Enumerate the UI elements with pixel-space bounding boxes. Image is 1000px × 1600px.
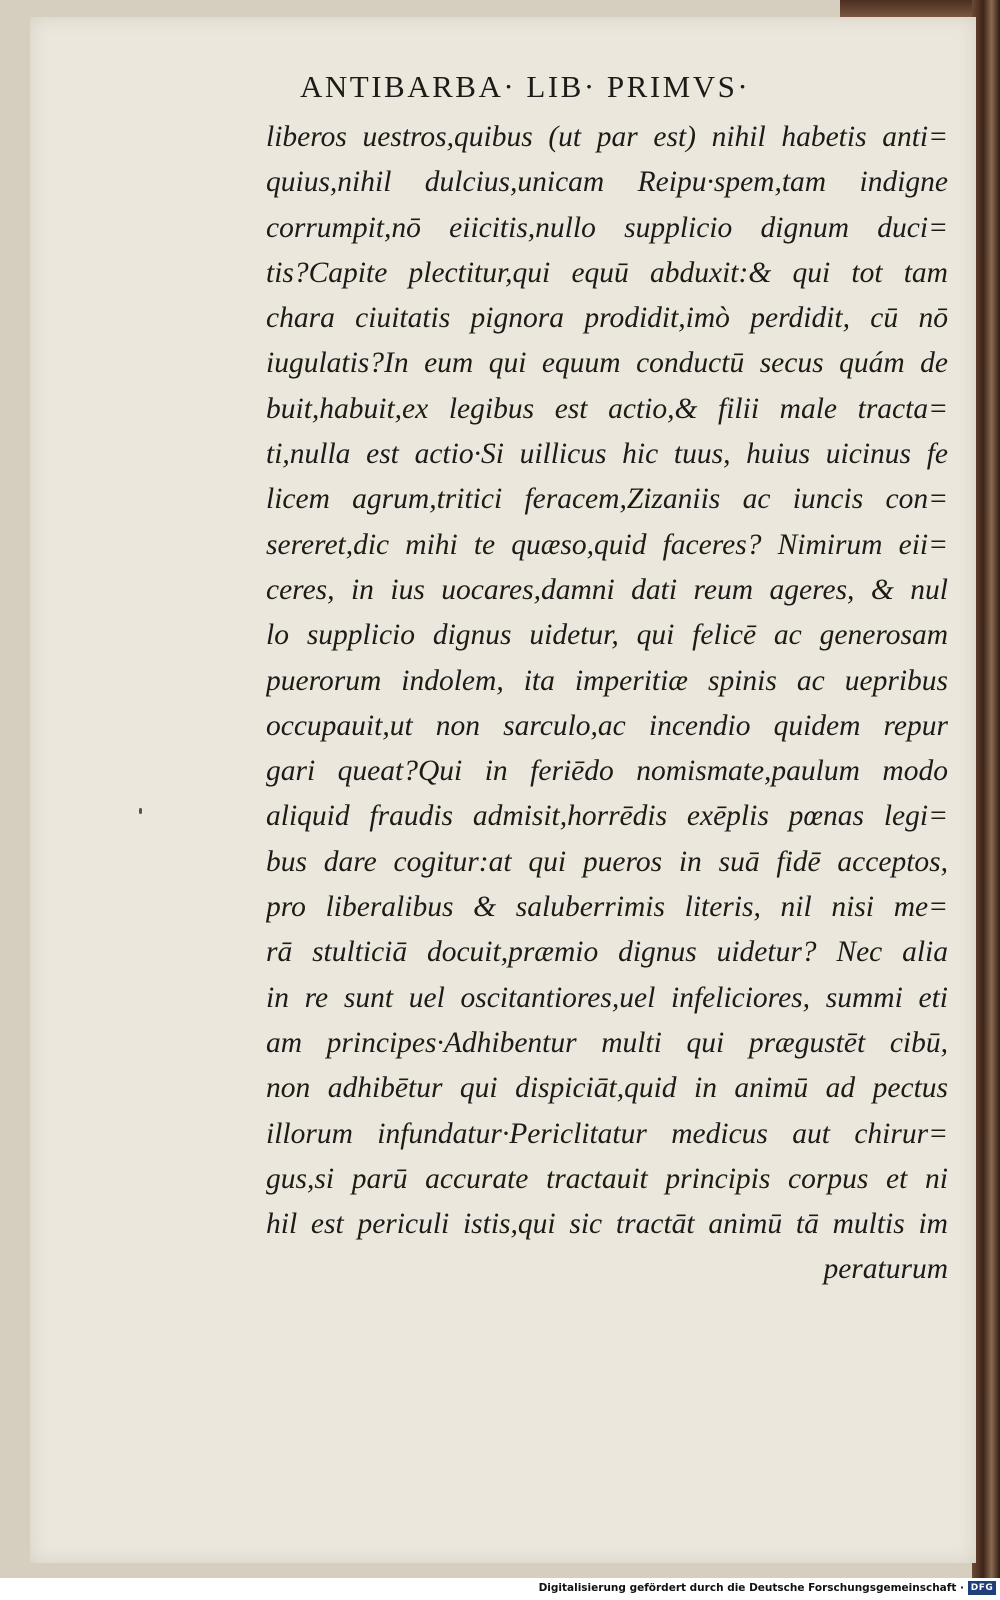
text-line: licem agrum,tritici feracem,Zizaniis ac iuncis con= bbox=[266, 483, 948, 516]
text-line: ti,nulla est actio·Si uillicus hic tuus, huius uicinus fe bbox=[266, 438, 948, 471]
text-line: bus dare cogitur:at qui pueros in suā fidē acceptos, bbox=[266, 845, 948, 878]
digitization-footer bbox=[0, 1578, 1000, 1600]
catchword: peraturum bbox=[823, 1253, 948, 1286]
running-title: ANTIBARBA· LIB· PRIMVS· bbox=[300, 69, 751, 104]
text-line: gari queat?Qui in feriēdo nomismate,paulum modo bbox=[266, 755, 948, 788]
text-line: chara ciuitatis pignora prodidit,imò perdidit, cū nō bbox=[266, 302, 948, 335]
text-line: quius,nihil dulcius,unicam Reipu·spem,tam indigne bbox=[266, 166, 948, 199]
text-line: rā stulticiā docuit,præmio dignus uidetur? Nec alia bbox=[266, 936, 948, 969]
text-line: buit,habuit,ex legibus est actio,& filii male tracta= bbox=[266, 392, 948, 425]
text-line: sereret,dic mihi te quæso,quid faceres? Nimirum eii= bbox=[266, 528, 948, 561]
text-line: pro liberalibus & saluberrimis literis, nil nisi me= bbox=[266, 891, 948, 924]
text-line: lo supplicio dignus uidetur, qui felicē ac generosam bbox=[266, 619, 948, 652]
text-line: liberos uestros,quibus (ut par est) nihil habetis anti= bbox=[266, 121, 948, 153]
text-line: hil est periculi istis,qui sic tractāt animū tā multis im bbox=[266, 1208, 948, 1241]
funding-credit: Digitalisierung gefördert durch die Deutsche Forschungsgemeinschaft · bbox=[538, 1582, 964, 1594]
text-line: puerorum indolem, ita imperitiæ spinis ac uepribus bbox=[266, 664, 948, 697]
text-line: gus,si parū accurate tractauit principis corpus et ni bbox=[266, 1162, 948, 1195]
text-line: aliquid fraudis admisit,horrēdis exēplis pœnas legi= bbox=[266, 800, 948, 833]
book-page bbox=[30, 17, 976, 1563]
body-text bbox=[266, 115, 948, 1293]
text-line: in re sunt uel oscitantiores,uel infeliciores, summi eti bbox=[266, 981, 948, 1014]
text-line: tis?Capite plectitur,qui equū abduxit:& qui tot tam bbox=[266, 256, 948, 289]
text-line: ceres, in ius uocares,damni dati reum ageres, & nul bbox=[266, 573, 948, 606]
text-line: occupauit,ut non sarculo,ac incendio quidem repur bbox=[266, 709, 948, 742]
ink-speck bbox=[139, 808, 142, 814]
text-line: am principes·Adhibentur multi qui prægustēt cibū, bbox=[266, 1026, 948, 1059]
text-line: iugulatis?In eum qui equum conductū secus quám de bbox=[266, 347, 948, 380]
text-line: illorum infundatur·Periclitatur medicus aut chirur= bbox=[266, 1117, 948, 1150]
dfg-logo: DFG bbox=[968, 1581, 996, 1595]
text-line: non adhibētur qui dispiciāt,quid in animū ad pectus bbox=[266, 1072, 948, 1105]
text-line: corrumpit,nō eiicitis,nullo supplicio dignum duci= bbox=[266, 211, 948, 244]
book-binding-edge bbox=[972, 0, 1000, 1578]
